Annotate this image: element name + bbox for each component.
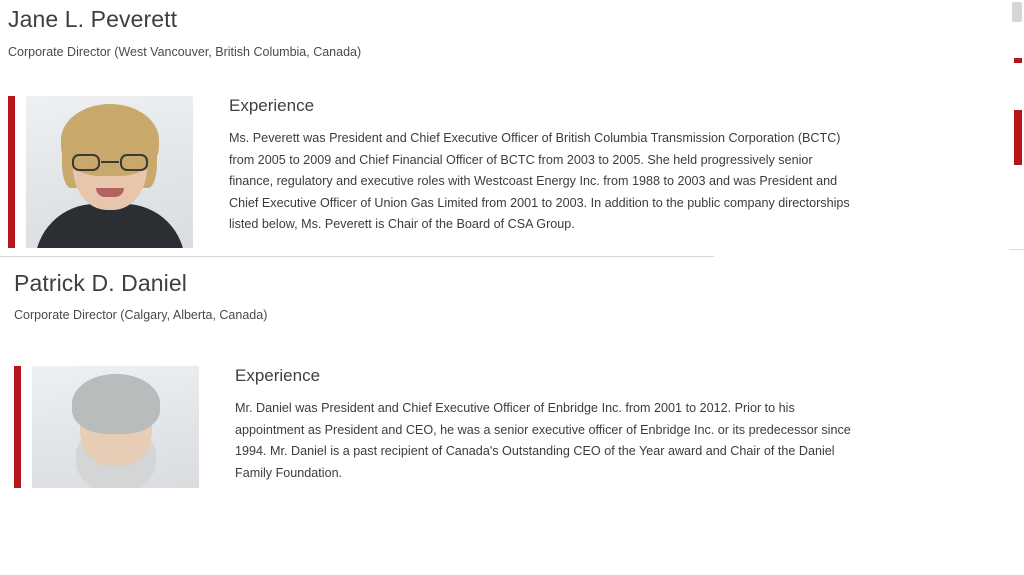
experience-text: Mr. Daniel was President and Chief Executive Officer of Enbridge Inc. from 2001 to 2012. Prior to his appointment as President and CEO, he was a senior executive officer of Enbridge Inc. or its predecessor since 1994. Mr. Daniel is a past recipient of Canada's Outstanding CEO of the Year award and Chair of the Daniel Family Foundation.	[235, 401, 851, 480]
profile-body	[8, 96, 1008, 248]
accent-bar	[14, 366, 21, 488]
experience-section	[235, 366, 1008, 484]
portrait-illustration	[32, 366, 199, 488]
photo-container	[14, 366, 199, 488]
scrollbar-thumb[interactable]	[1012, 2, 1022, 22]
profile-body	[14, 366, 1008, 488]
page-title: Jane L. Peverett	[8, 6, 178, 32]
scrollbar-marker	[1014, 110, 1022, 165]
portrait-illustration	[26, 96, 193, 248]
profile-name: Patrick D. Daniel	[14, 270, 187, 296]
accent-bar	[8, 96, 15, 248]
section-divider	[0, 256, 714, 257]
scrollbar-tick	[1009, 249, 1024, 250]
scrollbar-marker	[1014, 58, 1022, 63]
vertical-scrollbar[interactable]	[1009, 0, 1024, 575]
experience-section	[229, 96, 1008, 236]
profile-role: Corporate Director (West Vancouver, British Columbia, Canada)	[8, 45, 362, 59]
profile-role: Corporate Director (Calgary, Alberta, Canada)	[14, 308, 268, 322]
portrait-patrick-daniel	[32, 366, 199, 488]
photo-container	[8, 96, 193, 248]
experience-heading: Experience	[235, 366, 321, 385]
portrait-jane-peverett	[26, 96, 193, 248]
glasses-icon	[72, 154, 148, 172]
experience-heading: Experience	[229, 96, 315, 115]
experience-text: Ms. Peverett was President and Chief Executive Officer of British Columbia Transmission Corporation (BCTC) from 2005 to 2009 and Chief Financial Officer of BCTC from 2003 to 2005. She held progressively senior finance, regulatory and executive roles with Westcoast Energy Inc. from 1988 to 2003 and was President and Chief Executive Officer of Union Gas Limited from 2001 to 2003. In addition to the public company directorships listed below, Ms. Peverett is Chair of the Board of CSA Group.	[229, 131, 850, 231]
